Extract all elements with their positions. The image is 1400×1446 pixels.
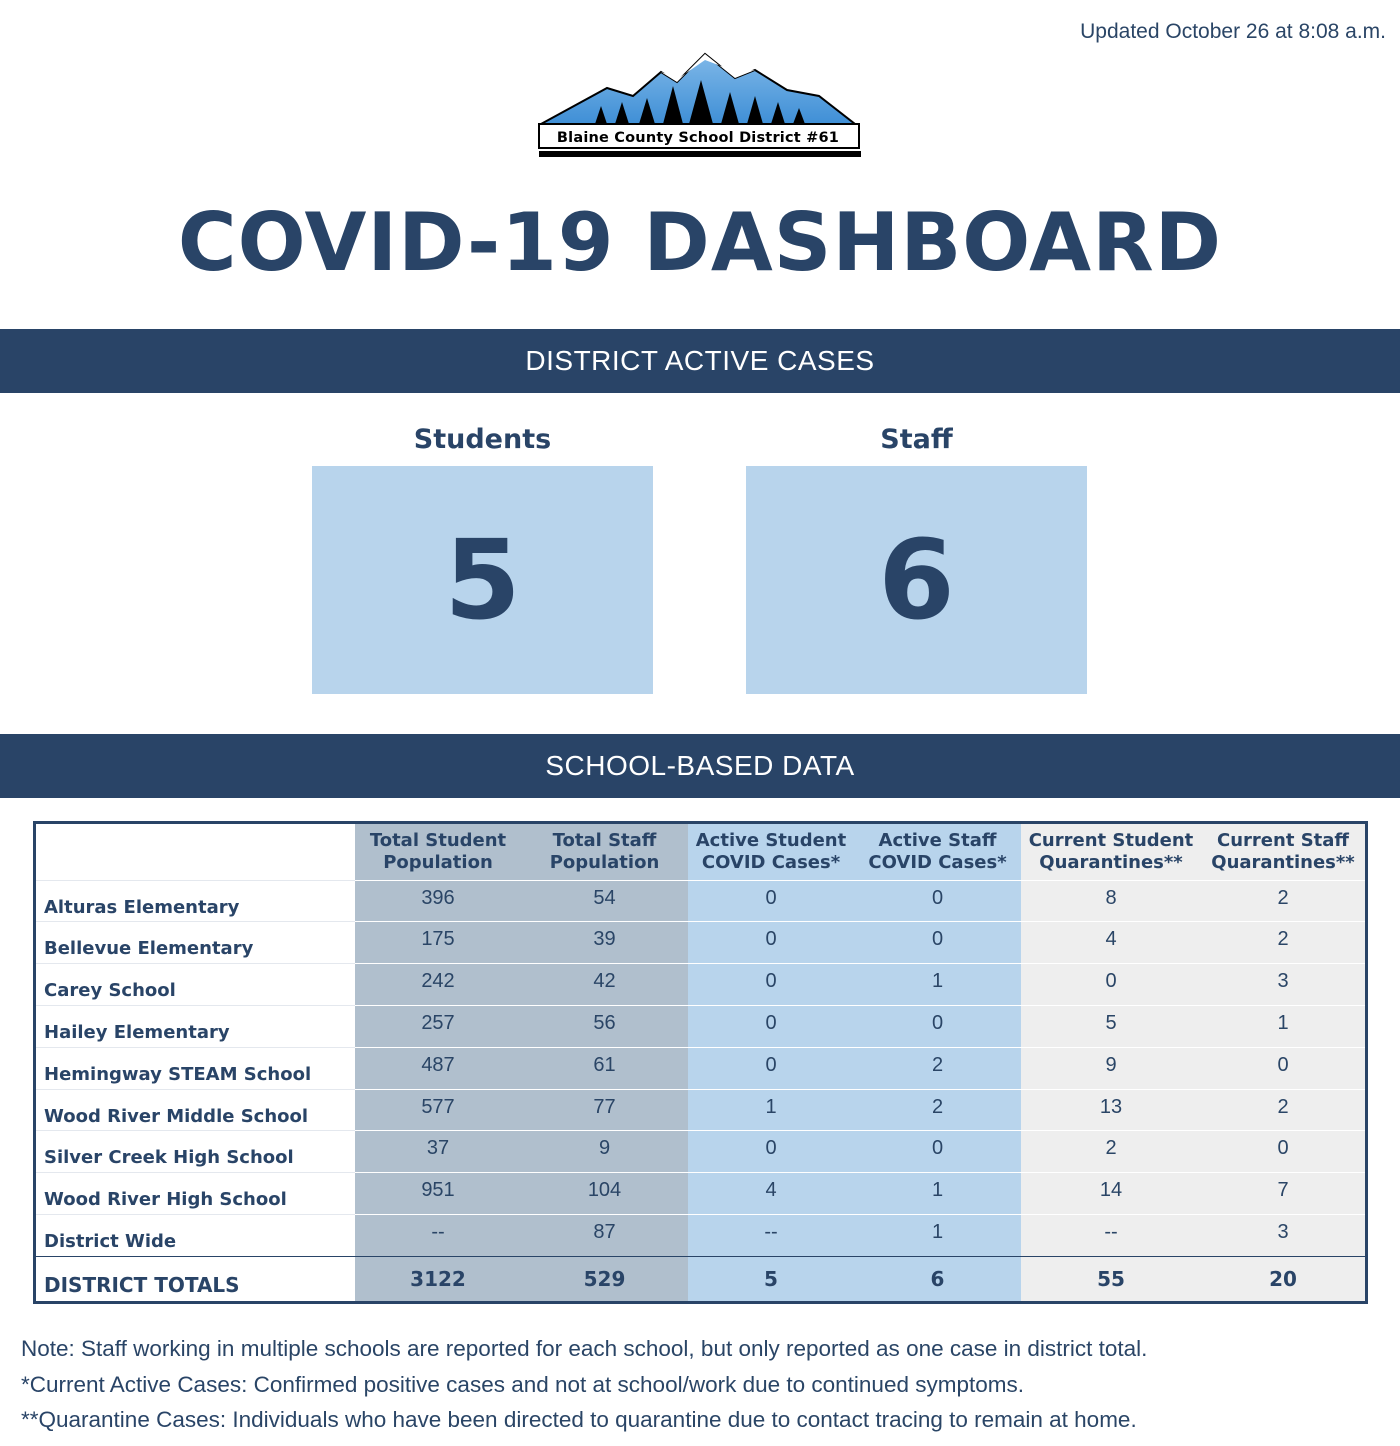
students-label: Students — [413, 424, 552, 455]
table-row — [36, 1131, 1365, 1173]
cell-student-population: 577 — [355, 1089, 521, 1131]
header-active-student-cases: Active Student COVID Cases* — [688, 824, 854, 880]
cell-staff-quarantines: 2 — [1201, 922, 1365, 964]
cell-staff-quarantines: 7 — [1201, 1173, 1365, 1215]
school-name: Carey School — [36, 964, 355, 1006]
cell-staff-population: 77 — [521, 1089, 688, 1131]
cell-active-staff-cases: 0 — [854, 1131, 1021, 1173]
school-name: Bellevue Elementary — [36, 922, 355, 964]
cell-student-quarantines: 5 — [1021, 1005, 1201, 1047]
students-count-box: 5 — [312, 466, 653, 694]
cell-active-staff-cases: 2 — [854, 1047, 1021, 1089]
cell-active-student-cases: 0 — [688, 1047, 854, 1089]
note-key: **Quarantine Cases — [21, 1407, 220, 1432]
table-row — [36, 922, 1365, 964]
note-text: : Confirmed positive cases and not at school/work due to continued symptoms. — [241, 1371, 1024, 1397]
footnotes — [21, 1331, 1391, 1438]
cell-staff-quarantines: 2 — [1201, 1089, 1365, 1131]
cell-active-student-cases: 0 — [688, 922, 854, 964]
school-name: District Wide — [36, 1215, 355, 1257]
cell-active-staff-cases: 0 — [854, 922, 1021, 964]
cell-staff-population: 61 — [521, 1047, 688, 1089]
cell-staff-population: 9 — [521, 1131, 688, 1173]
total-staff-quarantines: 20 — [1201, 1256, 1365, 1301]
cell-student-population: 257 — [355, 1005, 521, 1047]
total-student-quarantines: 55 — [1021, 1256, 1201, 1301]
cell-student-quarantines: 2 — [1021, 1131, 1201, 1173]
section-header-school-data: SCHOOL-BASED DATA — [0, 734, 1400, 798]
logo-text: Blaine County School District #61 — [556, 130, 840, 146]
cell-staff-quarantines: 3 — [1201, 964, 1365, 1006]
school-name: Silver Creek High School — [36, 1131, 355, 1173]
note-line — [21, 1331, 1391, 1367]
header-total-staff-population: Total Staff Population — [521, 824, 688, 880]
staff-count-box: 6 — [746, 466, 1087, 694]
cell-active-student-cases: 1 — [688, 1089, 854, 1131]
total-student-population: 3122 — [355, 1256, 521, 1301]
total-active-staff-cases: 6 — [854, 1256, 1021, 1301]
cell-active-staff-cases: 1 — [854, 964, 1021, 1006]
table-row — [36, 964, 1365, 1006]
total-staff-population: 529 — [521, 1256, 688, 1301]
table-row — [36, 1173, 1365, 1215]
note-line — [21, 1402, 1391, 1438]
district-totals-row — [36, 1256, 1365, 1301]
header-staff-quarantines: Current Staff Quarantines** — [1201, 824, 1365, 880]
cell-student-population: 951 — [355, 1173, 521, 1215]
table-row — [36, 1089, 1365, 1131]
cell-student-quarantines: 9 — [1021, 1047, 1201, 1089]
school-name: Wood River High School — [36, 1173, 355, 1215]
cell-active-staff-cases: 2 — [854, 1089, 1021, 1131]
cell-active-staff-cases: 1 — [854, 1173, 1021, 1215]
cell-staff-quarantines: 1 — [1201, 1005, 1365, 1047]
cell-active-student-cases: 0 — [688, 880, 854, 922]
note-line — [21, 1367, 1391, 1403]
note-key: *Current Active Cases — [21, 1371, 242, 1397]
cell-staff-population: 56 — [521, 1005, 688, 1047]
note-text: : Individuals who have been directed to quarantine due to contact tracing to remain at home. — [219, 1407, 1137, 1432]
cell-active-student-cases: 4 — [688, 1173, 854, 1215]
cell-staff-population: 104 — [521, 1173, 688, 1215]
note-key: Note — [21, 1336, 69, 1361]
note-text: : Staff working in multiple schools are reported for each school, but only reported as one case in district total. — [68, 1336, 1148, 1361]
cell-student-population: 242 — [355, 964, 521, 1006]
cell-student-population: -- — [355, 1215, 521, 1257]
cell-student-quarantines: 0 — [1021, 964, 1201, 1006]
cell-student-population: 175 — [355, 922, 521, 964]
cell-student-population: 37 — [355, 1131, 521, 1173]
cell-staff-population: 42 — [521, 964, 688, 1006]
cell-staff-population: 87 — [521, 1215, 688, 1257]
updated-timestamp: Updated October 26 at 8:08 a.m. — [1080, 20, 1386, 43]
cell-student-quarantines: 14 — [1021, 1173, 1201, 1215]
cell-staff-quarantines: 0 — [1201, 1047, 1365, 1089]
cell-staff-population: 39 — [521, 922, 688, 964]
cell-student-population: 487 — [355, 1047, 521, 1089]
school-data-table — [33, 821, 1368, 1304]
school-name: Hemingway STEAM School — [36, 1047, 355, 1089]
cell-staff-quarantines: 0 — [1201, 1131, 1365, 1173]
section-header-active-cases: DISTRICT ACTIVE CASES — [0, 329, 1400, 393]
header-active-staff-cases: Active Staff COVID Cases* — [854, 824, 1021, 880]
cell-staff-quarantines: 3 — [1201, 1215, 1365, 1257]
table-row — [36, 1215, 1365, 1257]
total-active-student-cases: 5 — [688, 1256, 854, 1301]
cell-staff-quarantines: 2 — [1201, 880, 1365, 922]
table-row — [36, 880, 1365, 922]
school-name: Alturas Elementary — [36, 880, 355, 922]
school-name: Wood River Middle School — [36, 1089, 355, 1131]
cell-active-student-cases: -- — [688, 1215, 854, 1257]
cell-active-student-cases: 0 — [688, 964, 854, 1006]
header-total-student-population: Total Student Population — [355, 824, 521, 880]
table-header-row — [36, 824, 1365, 880]
cell-active-staff-cases: 0 — [854, 1005, 1021, 1047]
school-name: Hailey Elementary — [36, 1005, 355, 1047]
header-school — [36, 824, 355, 880]
table-row — [36, 1047, 1365, 1089]
district-logo — [537, 52, 863, 160]
cell-active-staff-cases: 0 — [854, 880, 1021, 922]
cell-student-population: 396 — [355, 880, 521, 922]
cell-active-student-cases: 0 — [688, 1131, 854, 1173]
header-student-quarantines: Current Student Quarantines** — [1021, 824, 1201, 880]
table-row — [36, 1005, 1365, 1047]
cell-student-quarantines: 4 — [1021, 922, 1201, 964]
staff-label: Staff — [880, 424, 953, 455]
cell-student-quarantines: 13 — [1021, 1089, 1201, 1131]
totals-label: DISTRICT TOTALS — [36, 1256, 355, 1301]
cell-active-staff-cases: 1 — [854, 1215, 1021, 1257]
cell-student-quarantines: -- — [1021, 1215, 1201, 1257]
cell-active-student-cases: 0 — [688, 1005, 854, 1047]
cell-staff-population: 54 — [521, 880, 688, 922]
cell-student-quarantines: 8 — [1021, 880, 1201, 922]
page-title: COVID-19 DASHBOARD — [177, 196, 1223, 289]
